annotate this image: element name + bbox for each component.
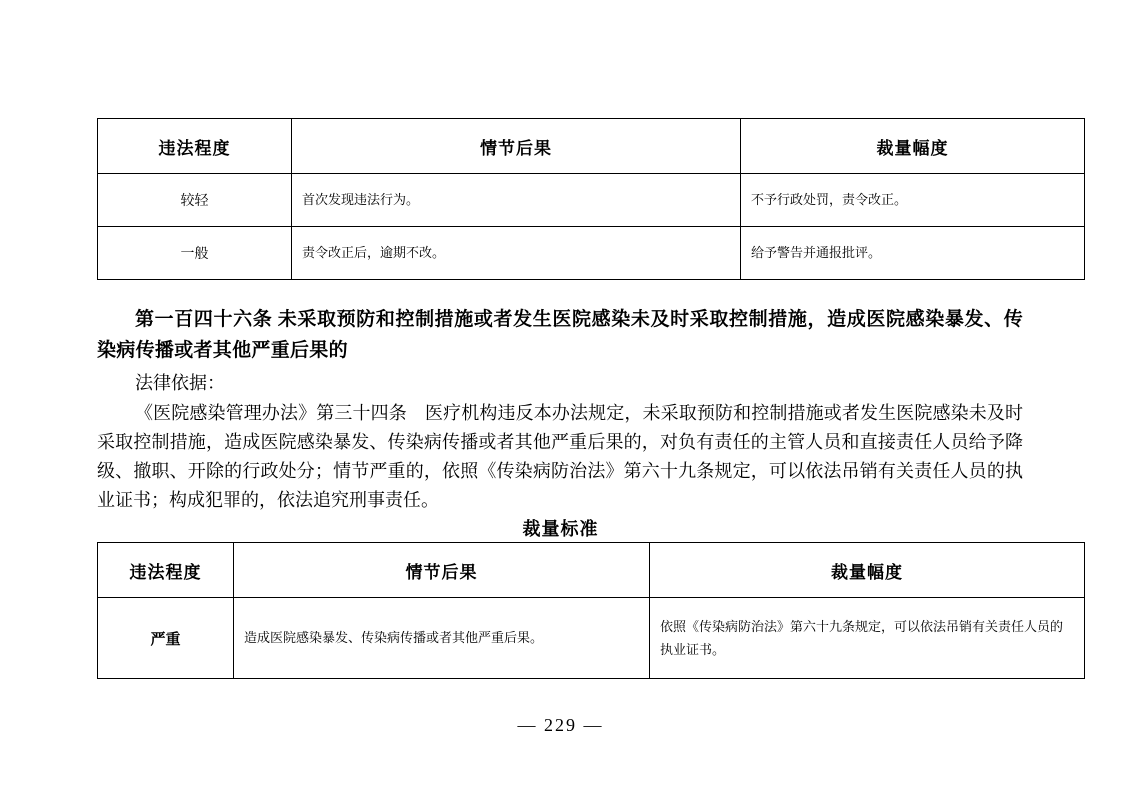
article-block <box>97 305 1023 515</box>
column-header-degree: 违法程度 <box>98 543 234 598</box>
legal-basis-text: 《医院感染管理办法》第三十四条 医疗机构违反本办法规定，未采取预防和控制措施或者发生医院感染未及时采取控制措施，造成医院感染暴发、传染病传播或者其他严重后果的，对负有责任的主管人员和直接责任人员给予降级、撤职、开除的行政处分；情节严重的，依照《传染病防治法》第六十九条规定，可以依法吊销有关责任人员的执业证书；构成犯罪的，依法追究刑事责任。 <box>97 402 1023 511</box>
cell-range: 给予警告并通报批评。 <box>741 227 1085 280</box>
table-header-row <box>98 119 1085 174</box>
cell-range: 不予行政处罚，责令改正。 <box>741 174 1085 227</box>
column-header-consequence: 情节后果 <box>234 543 650 598</box>
cell-consequence: 造成医院感染暴发、传染病传播或者其他严重后果。 <box>234 598 650 679</box>
cell-consequence: 责令改正后，逾期不改。 <box>292 227 741 280</box>
column-header-degree: 违法程度 <box>98 119 292 174</box>
cell-degree: 严重 <box>98 598 234 679</box>
table-row <box>98 598 1085 679</box>
cell-range: 依照《传染病防治法》第六十九条规定，可以依法吊销有关责任人员的执业证书。 <box>650 598 1085 679</box>
article-title: 第一百四十六条 未采取预防和控制措施或者发生医院感染未及时采取控制措施，造成医院感染暴发、传染病传播或者其他严重后果的 <box>97 309 1023 361</box>
column-header-range: 裁量幅度 <box>741 119 1085 174</box>
page-number: — 229 — <box>517 715 604 735</box>
table-header-row <box>98 543 1085 598</box>
discretion-table-top <box>97 118 1085 280</box>
discretion-standard-caption: 裁量标准 <box>522 519 599 539</box>
legal-basis-label: 法律依据： <box>135 372 225 393</box>
table-row <box>98 174 1085 227</box>
cell-degree: 较轻 <box>98 174 292 227</box>
cell-consequence: 首次发现违法行为。 <box>292 174 741 227</box>
table-row <box>98 227 1085 280</box>
cell-degree: 一般 <box>98 227 292 280</box>
column-header-range: 裁量幅度 <box>650 543 1085 598</box>
column-header-consequence: 情节后果 <box>292 119 741 174</box>
discretion-table-bottom <box>97 542 1085 679</box>
